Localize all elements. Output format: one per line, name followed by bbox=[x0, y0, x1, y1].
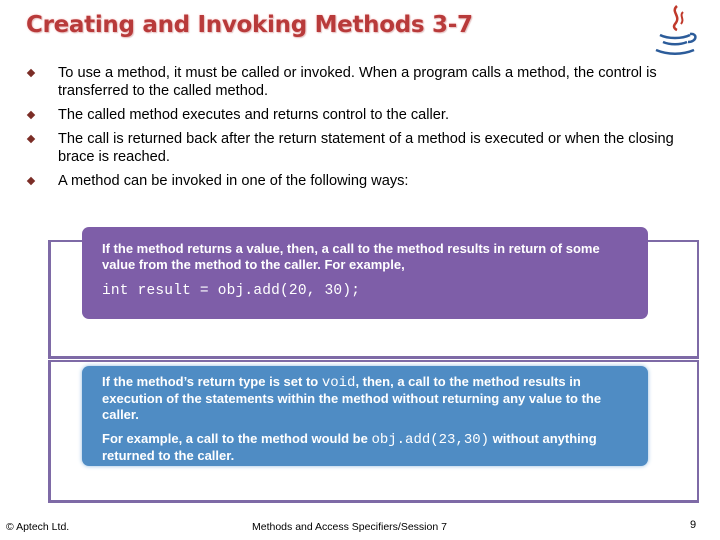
bullet-text: The call is returned back after the return statement of a method is executed or when the closing brace is reached. bbox=[58, 131, 674, 165]
box-text-part: without anything returned to the caller. bbox=[102, 431, 597, 463]
bullet-item bbox=[26, 64, 696, 100]
diamond-bullet-icon bbox=[27, 135, 35, 143]
bullet-item bbox=[26, 130, 696, 166]
code-example: obj.add(23,30) bbox=[371, 432, 490, 448]
code-example: int result = obj.add(20, 30); bbox=[102, 283, 361, 299]
bullet-text: To use a method, it must be called or invoked. When a program calls a method, the control is transferred to the called method. bbox=[58, 65, 657, 99]
diamond-bullet-icon bbox=[27, 111, 35, 119]
diamond-bullet-icon bbox=[27, 177, 35, 185]
bullet-item bbox=[26, 172, 696, 190]
return-value-box bbox=[82, 227, 648, 319]
bullet-text: A method can be invoked in one of the following ways: bbox=[58, 173, 409, 189]
bullet-item bbox=[26, 106, 696, 124]
diamond-bullet-icon bbox=[27, 69, 35, 77]
bullet-list bbox=[26, 64, 696, 196]
box-text: If the method returns a value, then, a call to the method results in return of some value from the method to the caller. For example, bbox=[102, 241, 600, 272]
box-example-text bbox=[102, 431, 630, 464]
footer-session: Methods and Access Specifiers/Session 7 bbox=[252, 521, 447, 533]
java-logo-icon bbox=[650, 2, 700, 58]
void-return-box bbox=[82, 366, 648, 466]
box-text bbox=[102, 374, 630, 423]
box-text-part: , then, a call to the method results in execution of the statements within the method without returning any value to the caller. bbox=[102, 374, 602, 422]
box-text-part: For example, a call to the method would be bbox=[102, 431, 372, 446]
page-number: 9 bbox=[690, 519, 697, 531]
void-keyword: void bbox=[321, 375, 356, 391]
slide-title: Creating and Invoking Methods 3-7 bbox=[26, 12, 473, 38]
bullet-text: The called method executes and returns control to the caller. bbox=[58, 107, 450, 123]
footer-copyright: © Aptech Ltd. bbox=[6, 521, 70, 533]
box-text-part: If the method’s return type is set to bbox=[102, 374, 322, 389]
